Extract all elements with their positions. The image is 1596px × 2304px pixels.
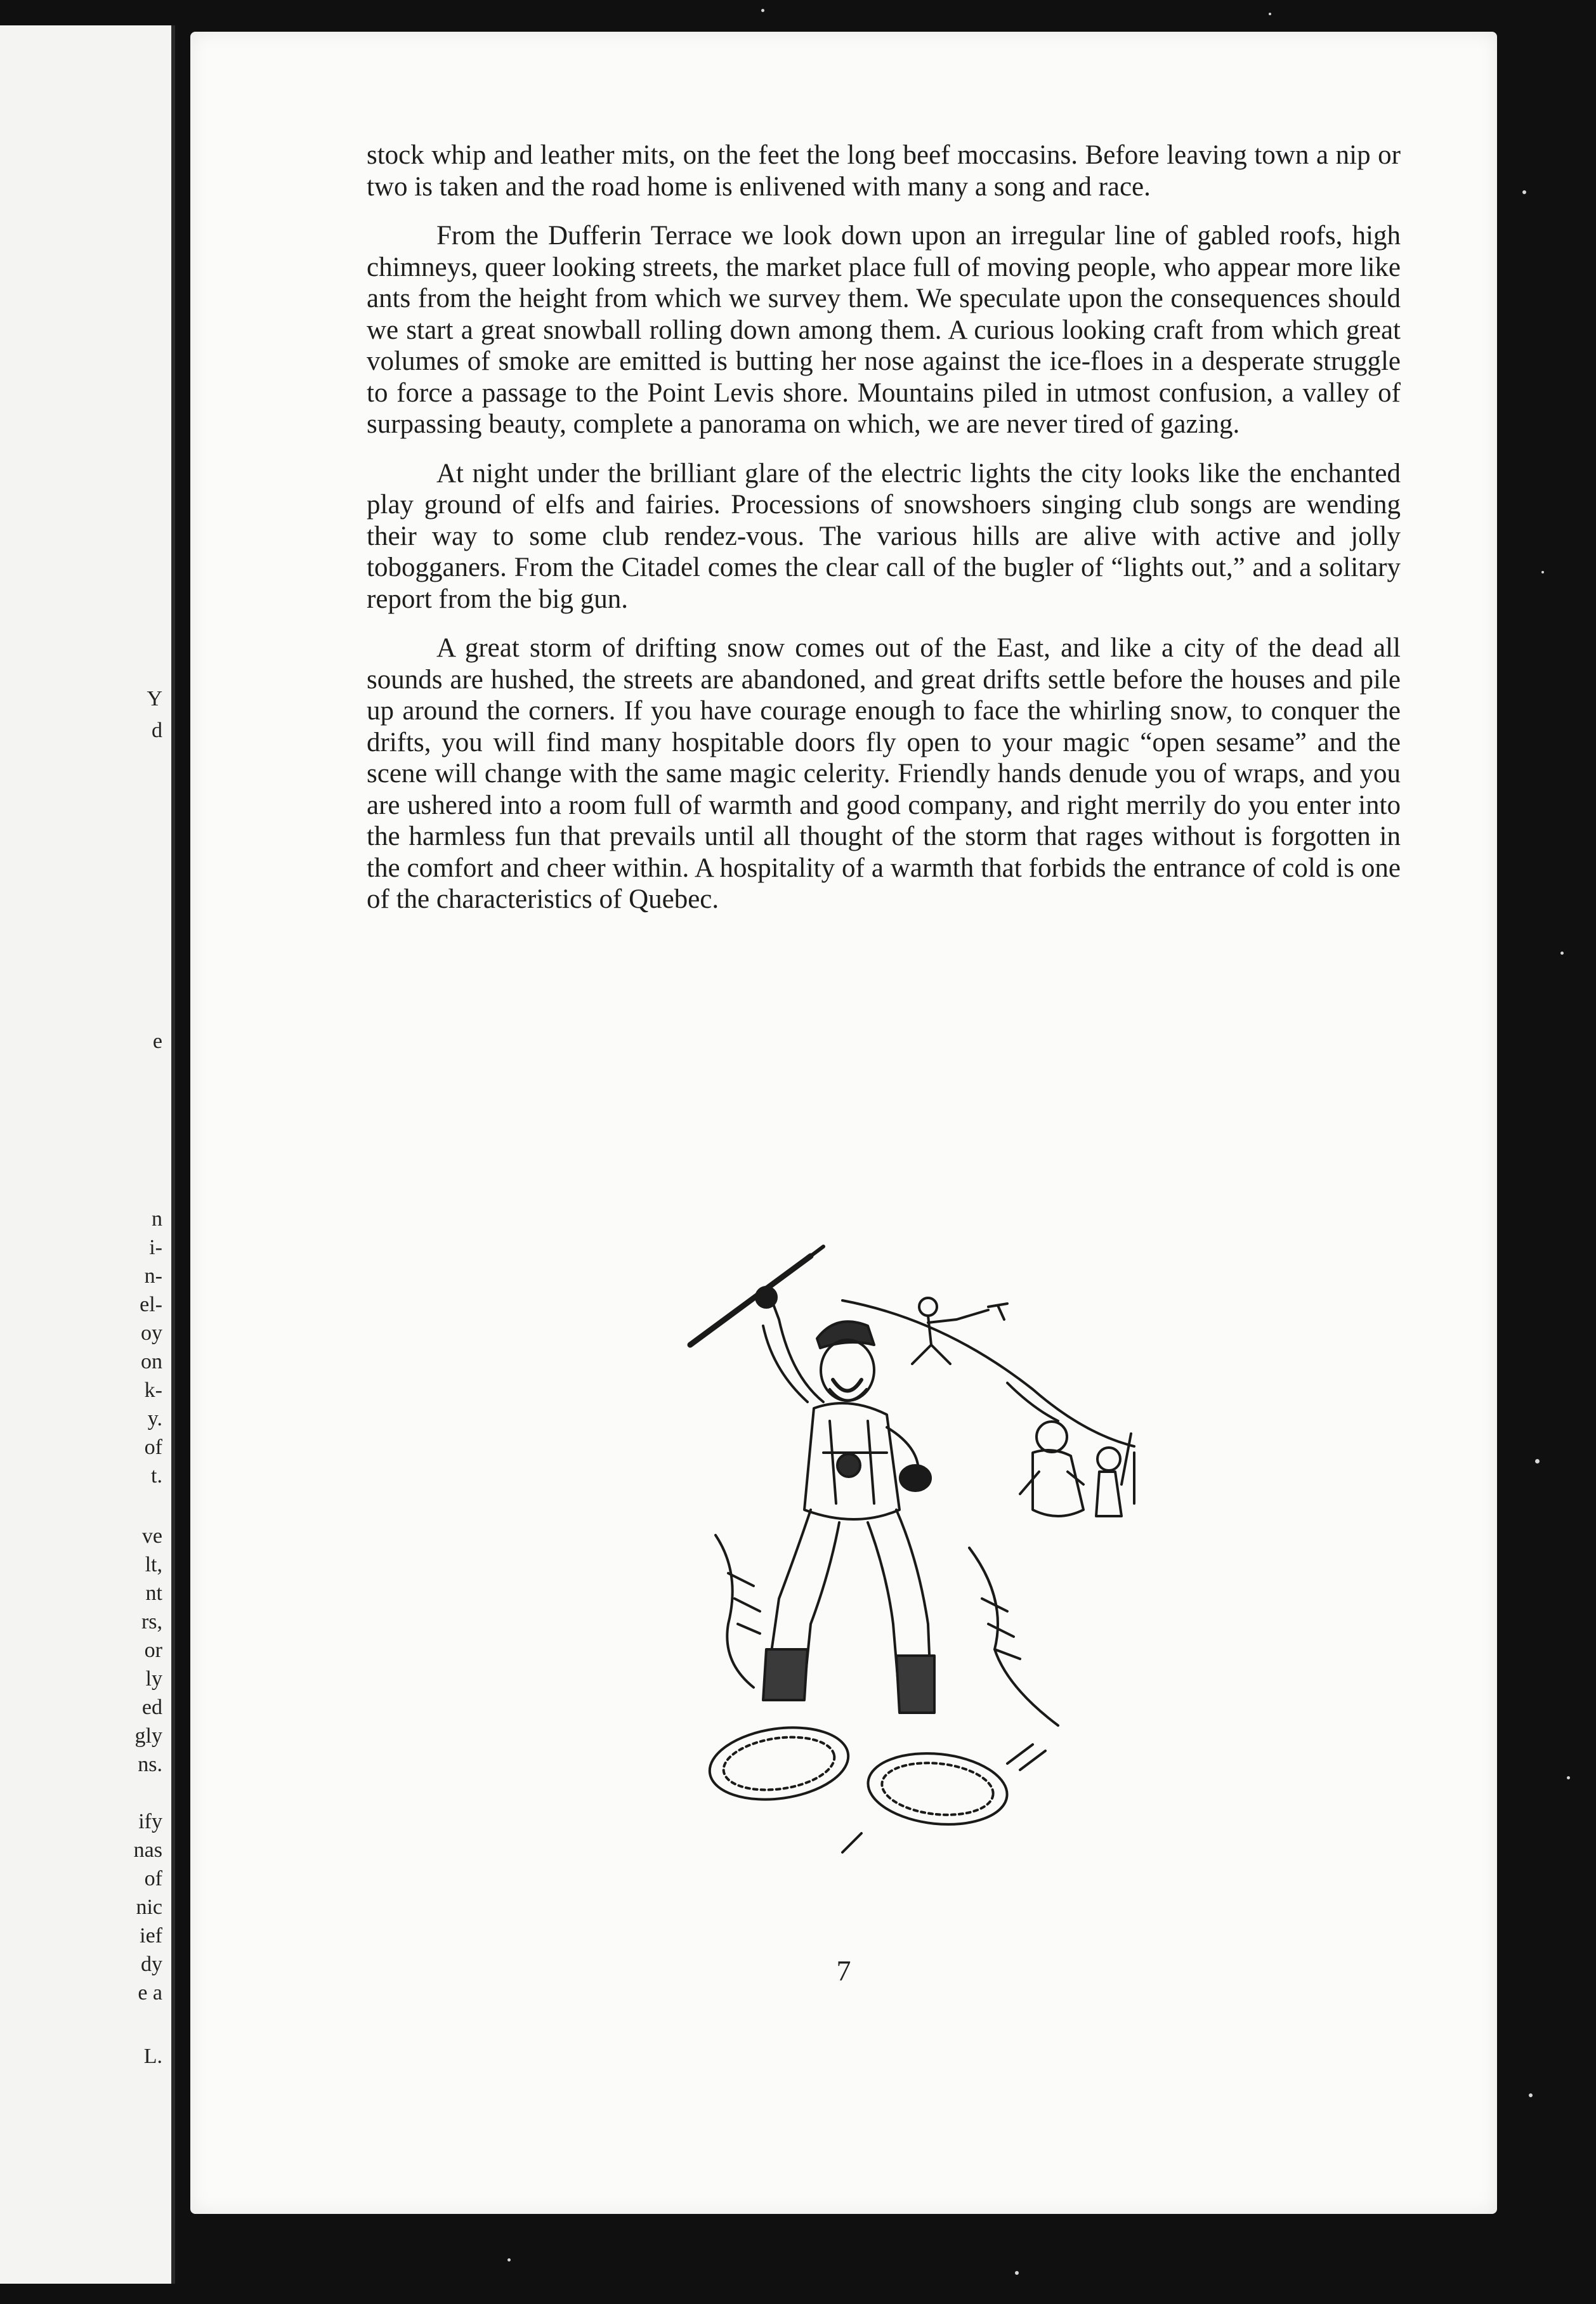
fragment-text: on [141,1350,162,1373]
background-speck [1529,2093,1533,2097]
fragment-text: nic [136,1895,162,1919]
book-page [190,32,1497,2214]
background-speck [507,2258,511,2261]
fragment-text: ly [145,1667,162,1691]
fragment-text: or [144,1639,162,1662]
fragment-text: L. [143,2045,162,2068]
background-speck [1015,2271,1019,2275]
page-number: 7 [836,1954,851,1987]
fragment-text: ns. [138,1753,162,1776]
background-speck [1560,952,1564,955]
background-speck [761,9,764,12]
fragment-text: k- [144,1378,162,1402]
background-speck [1567,1776,1570,1779]
fragment-text: e [152,1030,162,1053]
fragment-text: d [152,719,162,742]
background-speck [1522,190,1526,194]
fragment-text: of [144,1867,162,1890]
fragment-text: dy [141,1953,162,1976]
background-speck [1541,571,1544,573]
fragment-text: lt, [145,1553,162,1576]
fragment-text: Y [147,687,162,710]
paragraph: At night under the brilliant glare of the electric lights the city looks like the enchanted play ground of elfs and fairies. Processions of snowshoers singing club songs are wending their way to some club rendez-vous. The various hills are alive with active and jolly tobogganers. From the Citadel comes the clear call of the bugler of “lights out,” and a solitary report from the big gun. [367,458,1401,614]
fragment-text: el- [140,1293,162,1316]
fragment-text: ed [141,1696,162,1719]
fragment-text: ve [141,1524,162,1548]
fragment-text: rs, [141,1610,162,1633]
background-speck [1269,13,1271,15]
fragment-text: of [144,1436,162,1459]
paragraph: stock whip and leather mits, on the feet the long beef moccasins. Before leaving town a nip or two is taken and the road home is enlivened with many a song and race. [367,140,1401,202]
fragment-text: nt [145,1581,162,1605]
fragment-text: nas [133,1838,162,1862]
paragraph: A great storm of drifting snow comes out of the East, and like a city of the dead all sounds are hushed, the streets are abandoned, and great drifts settle before the houses and pile up around the corners. If you have courage enough to face the whirling snow, to conquer the drifts, you will find many hospitable doors fly open to your magic “open sesame” and the scene will change with the same magic celerity. Friendly hands denude you of wraps, and you are ushered into a room full of warmth and good company, and right merrily do you enter into the harmless fun that prevails until all thought of the storm that rages without is forgotten in the comfort and cheer within. A hospitality of a warmth that forbids the entrance of cold is one of the characteristics of Quebec. [367,633,1401,914]
fragment-text: t. [151,1464,162,1488]
stick-icon [690,1256,811,1345]
fragment-text: y. [147,1407,162,1430]
snowshoer-illustration [677,1243,1185,1865]
fragment-text: e a [138,1981,162,2005]
paragraph: From the Dufferin Terrace we look down upon an irregular line of gabled roofs, high chimneys, queer looking streets, the market place full of moving people, who appear more like ants from the height from which we survey them. We speculate upon the consequences should we start a great snowball rolling down among them. A curious looking craft from which great volumes of smoke are emitted is butting her nose against the ice-floes in a desperate struggle to force a passage to the Point Levis shore. Mountains piled in utmost confusion, a valley of surpassing beauty, complete a panorama on which, we are never tired of gazing. [367,221,1401,439]
fragment-text: i- [149,1236,162,1259]
fragment-text: ief [140,1924,162,1947]
facing-page-fragment [0,25,175,2284]
body-text [367,140,1401,933]
fragment-text: oy [141,1321,162,1345]
fragment-text: gly [134,1724,162,1748]
fragment-text: n- [144,1264,162,1288]
fragment-text: n [152,1207,162,1231]
background-speck [1535,1459,1540,1463]
fragment-text: ify [138,1810,162,1833]
